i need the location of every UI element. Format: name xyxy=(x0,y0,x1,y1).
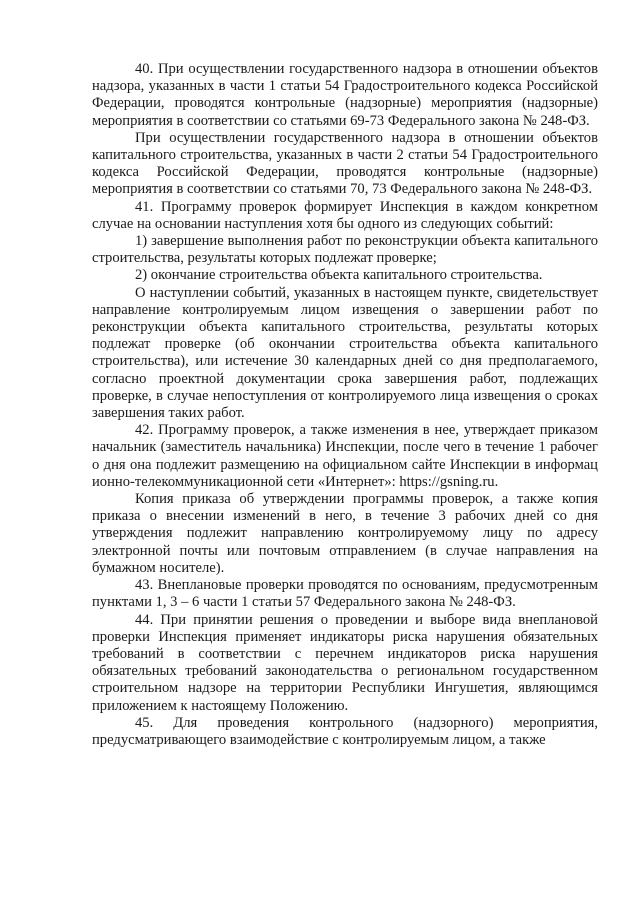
paragraph-45: 45. Для проведения контрольного (надзорного) мероприятия, предусматривающего взаимодействие с контролируемым лицом, а также xyxy=(92,714,598,748)
paragraph-43: 43. Внеплановые проверки проводятся по основаниям, предусмотренным пунктами 1, 3 – 6 части 1 статьи 57 Федерального закона № 248-ФЗ. xyxy=(92,577,598,611)
paragraph-42-copy: Копия приказа об утверждении программы проверок, а также копия приказа о внесении изменений в него, в течение 3 рабочих дней со дня утверждения подлежит направлению контролируемому лицу по адресу электронной почты или почтовым отправлением (в случае направления на бумажном носителе). xyxy=(92,491,598,576)
paragraph-42: 42. Программу проверок, а также изменения в нее, утверждает приказом начальник (заместитель начальника) Инспекции, после чего в течение 1 рабочего дня она подлежит размещению на официальном сайте Инспекции в информационно-телекоммуникационной сети «Интернет»: https://gsning.ru. xyxy=(92,422,598,490)
paragraph-40: 40. При осуществлении государственного надзора в отношении объектов надзора, указанных в части 1 статьи 54 Градостроительного кодекса Российской Федерации, проводятся контрольные (надзорные) мероприятия (надзорные) мероприятия в соответствии со статьями 69-73 Федерального закона № 248-ФЗ. xyxy=(92,61,598,129)
paragraph-44: 44. При принятии решения о проведении и выборе вида внеплановой проверки Инспекция применяет индикаторы риска нарушения обязательных требований в соответствии с перечнем индикаторов риска нарушения обязательных требований законодательства о региональном государственном строительном надзоре на территории Республики Ингушетия, являющимся приложением к настоящему Положению. xyxy=(92,611,598,714)
paragraph-41-item-1: 1) завершение выполнения работ по реконструкции объекта капитального строительства, результаты которых подлежат проверке; xyxy=(92,233,598,267)
paragraph-41-notice: О наступлении событий, указанных в настоящем пункте, свидетельствует направление контролируемым лицом извещения о завершении работ по реконструкции объекта капитального строительства, результаты которых подлежат проверке (об окончании строительства объекта капитального строительства), или истечение 30 календарных дней со дня предполагаемого, согласно проектной документации срока завершения работ, подлежащих проверке, в случае непоступления от контролируемого лица извещения о сроках завершения таких работ. xyxy=(92,284,598,422)
paragraph-41: 41. Программу проверок формирует Инспекция в каждом конкретном случае на основании наступления хотя бы одного из следующих событий: xyxy=(92,198,598,232)
paragraph-40-part-2: При осуществлении государственного надзора в отношении объектов капитального строительства, указанных в части 2 статьи 54 Градостроительного кодекса Российской Федерации, проводятся контрольные (надзорные) мероприятия в соответствии со статьями 70, 73 Федерального закона № 248-ФЗ. xyxy=(92,129,598,198)
paragraph-41-item-2: 2) окончание строительства объекта капитального строительства. xyxy=(135,267,543,284)
